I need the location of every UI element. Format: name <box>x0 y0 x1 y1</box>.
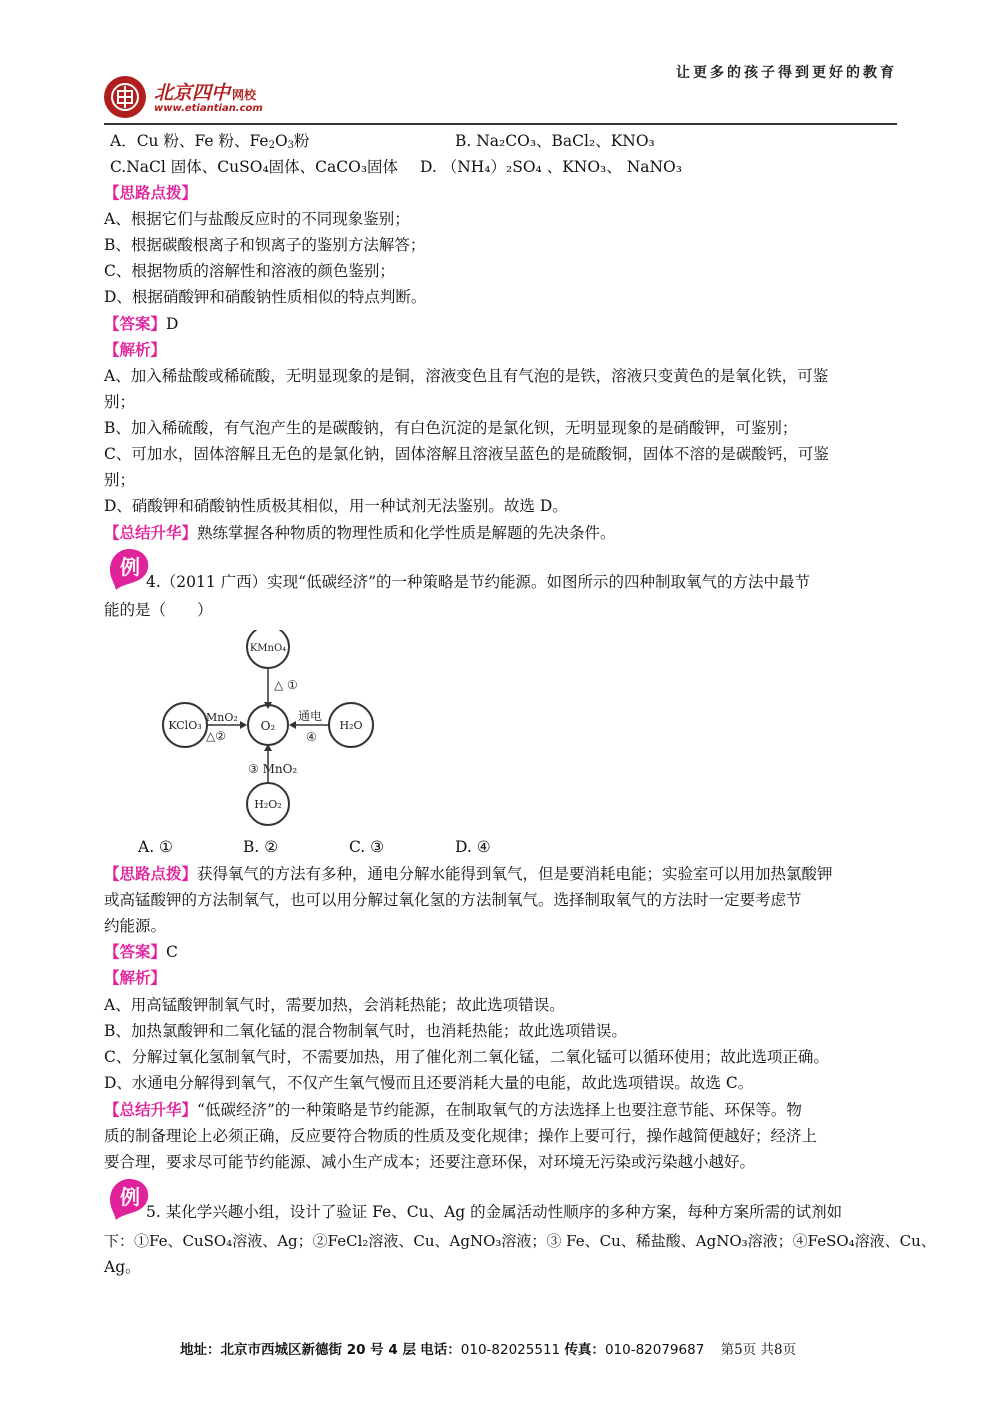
q4-option-d: D. ④ <box>455 838 491 856</box>
q4-analysis-heading: 【解析】 <box>104 968 167 987</box>
q4-summary-3: 要合理，要求尽可能节约能源、减小生产成本；还要注意环保，对环境无污染或污染越小越好。 <box>104 1153 756 1171</box>
q4-analysis-c: C、分解过氧化氢制氧气时，不需要加热，用了催化剂二氧化锰，二氧化锰可以循环使用；故此选项正确。 <box>104 1048 829 1066</box>
arrow-2-catalyst: MnO₂ <box>206 711 238 724</box>
example-badge-text: 例 <box>120 555 140 579</box>
q3-analysis-a1: A、加入稀盐酸或稀硫酸，无明显现象的是铜，溶液变色且有气泡的是铁，溶液只变黄色的是氧化铁，可鉴 <box>104 367 829 385</box>
arrow-4-condition: 通电 <box>298 709 323 723</box>
q3-analysis-b: B、加入稀硫酸，有气泡产生的是碳酸钠，有白色沉淀的是氯化钡，无明显现象的是硝酸钾，可鉴别； <box>104 419 798 437</box>
q4-option-a: A. ① <box>138 838 173 856</box>
example-badge-text: 例 <box>120 1185 140 1209</box>
page-footer: 地址：北京市西城区新德街 20 号 4 层 电话：010-82025511 传真：010-82079687 第5页 共8页 <box>180 1342 797 1358</box>
q4-option-b: B. ② <box>243 838 279 856</box>
q3-option-c: C.NaCl 固体、CuSO₄固体、CaCO₃固体 <box>110 158 399 176</box>
q3-analysis-heading: 【解析】 <box>104 340 167 359</box>
q4-summary-2: 质的制备理论上必须正确，反应要符合物质的性质及变化规律；操作上要可行，操作越简便越好；经济上 <box>104 1127 818 1145</box>
q3-summary: 【总结升华】熟练掌握各种物质的物理性质和化学性质是解题的先决条件。 <box>104 523 616 542</box>
q4-stem-1: 4.（2011 广西）实现“低碳经济”的一种策略是节约能源。如图所示的四种制取氧气的方法中最节 <box>146 573 811 591</box>
oxygen-preparation-diagram <box>158 630 378 830</box>
q4-option-c: C. ③ <box>349 838 385 856</box>
q3-analysis-d: D、硝酸钾和硝酸钠性质极其相似，用一种试剂无法鉴别。故选 D。 <box>104 497 568 515</box>
q3-hint-c: C、根据物质的溶解性和溶液的颜色鉴别； <box>104 262 395 280</box>
q4-analysis-d: D、水通电分解得到氧气，不仅产生氧气慢而且还要消耗大量的电能，故此选项错误。故选 C。 <box>104 1074 754 1092</box>
logo <box>104 76 304 122</box>
logo-emblem-icon <box>104 76 146 118</box>
q3-option-a: A．Cu 粉、Fe 粉、$Fe_2O_3$粉 <box>110 132 310 151</box>
arrow-1-label: △ ① <box>274 678 298 692</box>
logo-url: www.etiantian.com <box>154 103 263 114</box>
q4-hint-1: 【思路点拨】获得氧气的方法有多种，通电分解水能得到氧气，但是要消耗电能；实验室可以用加热氯酸钾 <box>104 864 833 883</box>
q5-stem-1: 5. 某化学兴趣小组，设计了验证 Fe、Cu、Ag 的金属活动性顺序的多种方案，每种方案所需的试剂如 <box>146 1203 843 1221</box>
arrow-2-label: △② <box>206 729 226 743</box>
logo-name: 北京四中 网校 <box>154 82 257 104</box>
q3-hint-d: D、根据硝酸钾和硝酸钠性质相似的特点判断。 <box>104 288 427 306</box>
q3-analysis-c2: 别； <box>104 471 136 489</box>
arrow-4-label: ④ <box>306 730 317 744</box>
q3-hint-b: B、根据碳酸根离子和钡离子的鉴别方法解答； <box>104 236 426 254</box>
q3-hint-a: A、根据它们与盐酸反应时的不同现象鉴别； <box>104 210 410 228</box>
q5-stem-2: 下：①Fe、CuSO₄溶液、Ag；②FeCl₂溶液、Cu、AgNO₃溶液；③ Fe、Cu、稀盐酸、AgNO₃溶液；④FeSO₄溶液、Cu、 <box>104 1232 936 1250</box>
q4-summary-1: 【总结升华】“低碳经济”的一种策略是节约能源，在制取氧气的方法选择上也要注意节能、环保等。物 <box>104 1100 802 1119</box>
h2o2-label: H₂O₂ <box>254 798 282 811</box>
q4-hint-3: 约能源。 <box>104 917 167 935</box>
h2o-label: H₂O <box>339 719 363 732</box>
q4-answer: 【答案】C <box>104 942 178 961</box>
header-divider <box>104 123 897 125</box>
q4-stem-2: 能的是（ ） <box>104 601 213 619</box>
q3-analysis-a2: 别； <box>104 393 136 411</box>
q4-hint-2: 或高锰酸钾的方法制氧气，也可以用分解过氧化氢的方法制氧气。选择制取氧气的方法时一定要考虑节 <box>104 891 802 909</box>
header-slogan: 让更多的孩子得到更好的教育 <box>676 65 897 81</box>
kmno4-label: KMnO₄ <box>249 643 287 654</box>
q3-option-d: D. （NH₄）₂SO₄ 、KNO₃、 NaNO₃ <box>420 158 682 176</box>
page-number: 第5页 共8页 <box>720 1342 797 1358</box>
q3-option-b: B. Na₂CO₃、BaCl₂、KNO₃ <box>455 132 655 150</box>
q3-answer: 【答案】D <box>104 314 179 333</box>
q4-analysis-b: B、加热氯酸钾和二氧化锰的混合物制氧气时，也消耗热能；故此选项错误。 <box>104 1022 627 1040</box>
o2-label: O₂ <box>260 719 276 733</box>
q3-analysis-c1: C、可加水，固体溶解且无色的是氯化钠，固体溶解且溶液呈蓝色的是硫酸铜，固体不溶的是碳酸钙，可鉴 <box>104 445 829 463</box>
kclo3-label: KClO₃ <box>168 719 202 732</box>
q4-analysis-a: A、用高锰酸钾制氧气时，需要加热，会消耗热能；故此选项错误。 <box>104 996 565 1014</box>
q5-stem-3: Ag。 <box>104 1258 141 1276</box>
q3-hint-heading: 【思路点拨】 <box>104 183 198 202</box>
arrow-3-label: ③ MnO₂ <box>248 762 298 776</box>
